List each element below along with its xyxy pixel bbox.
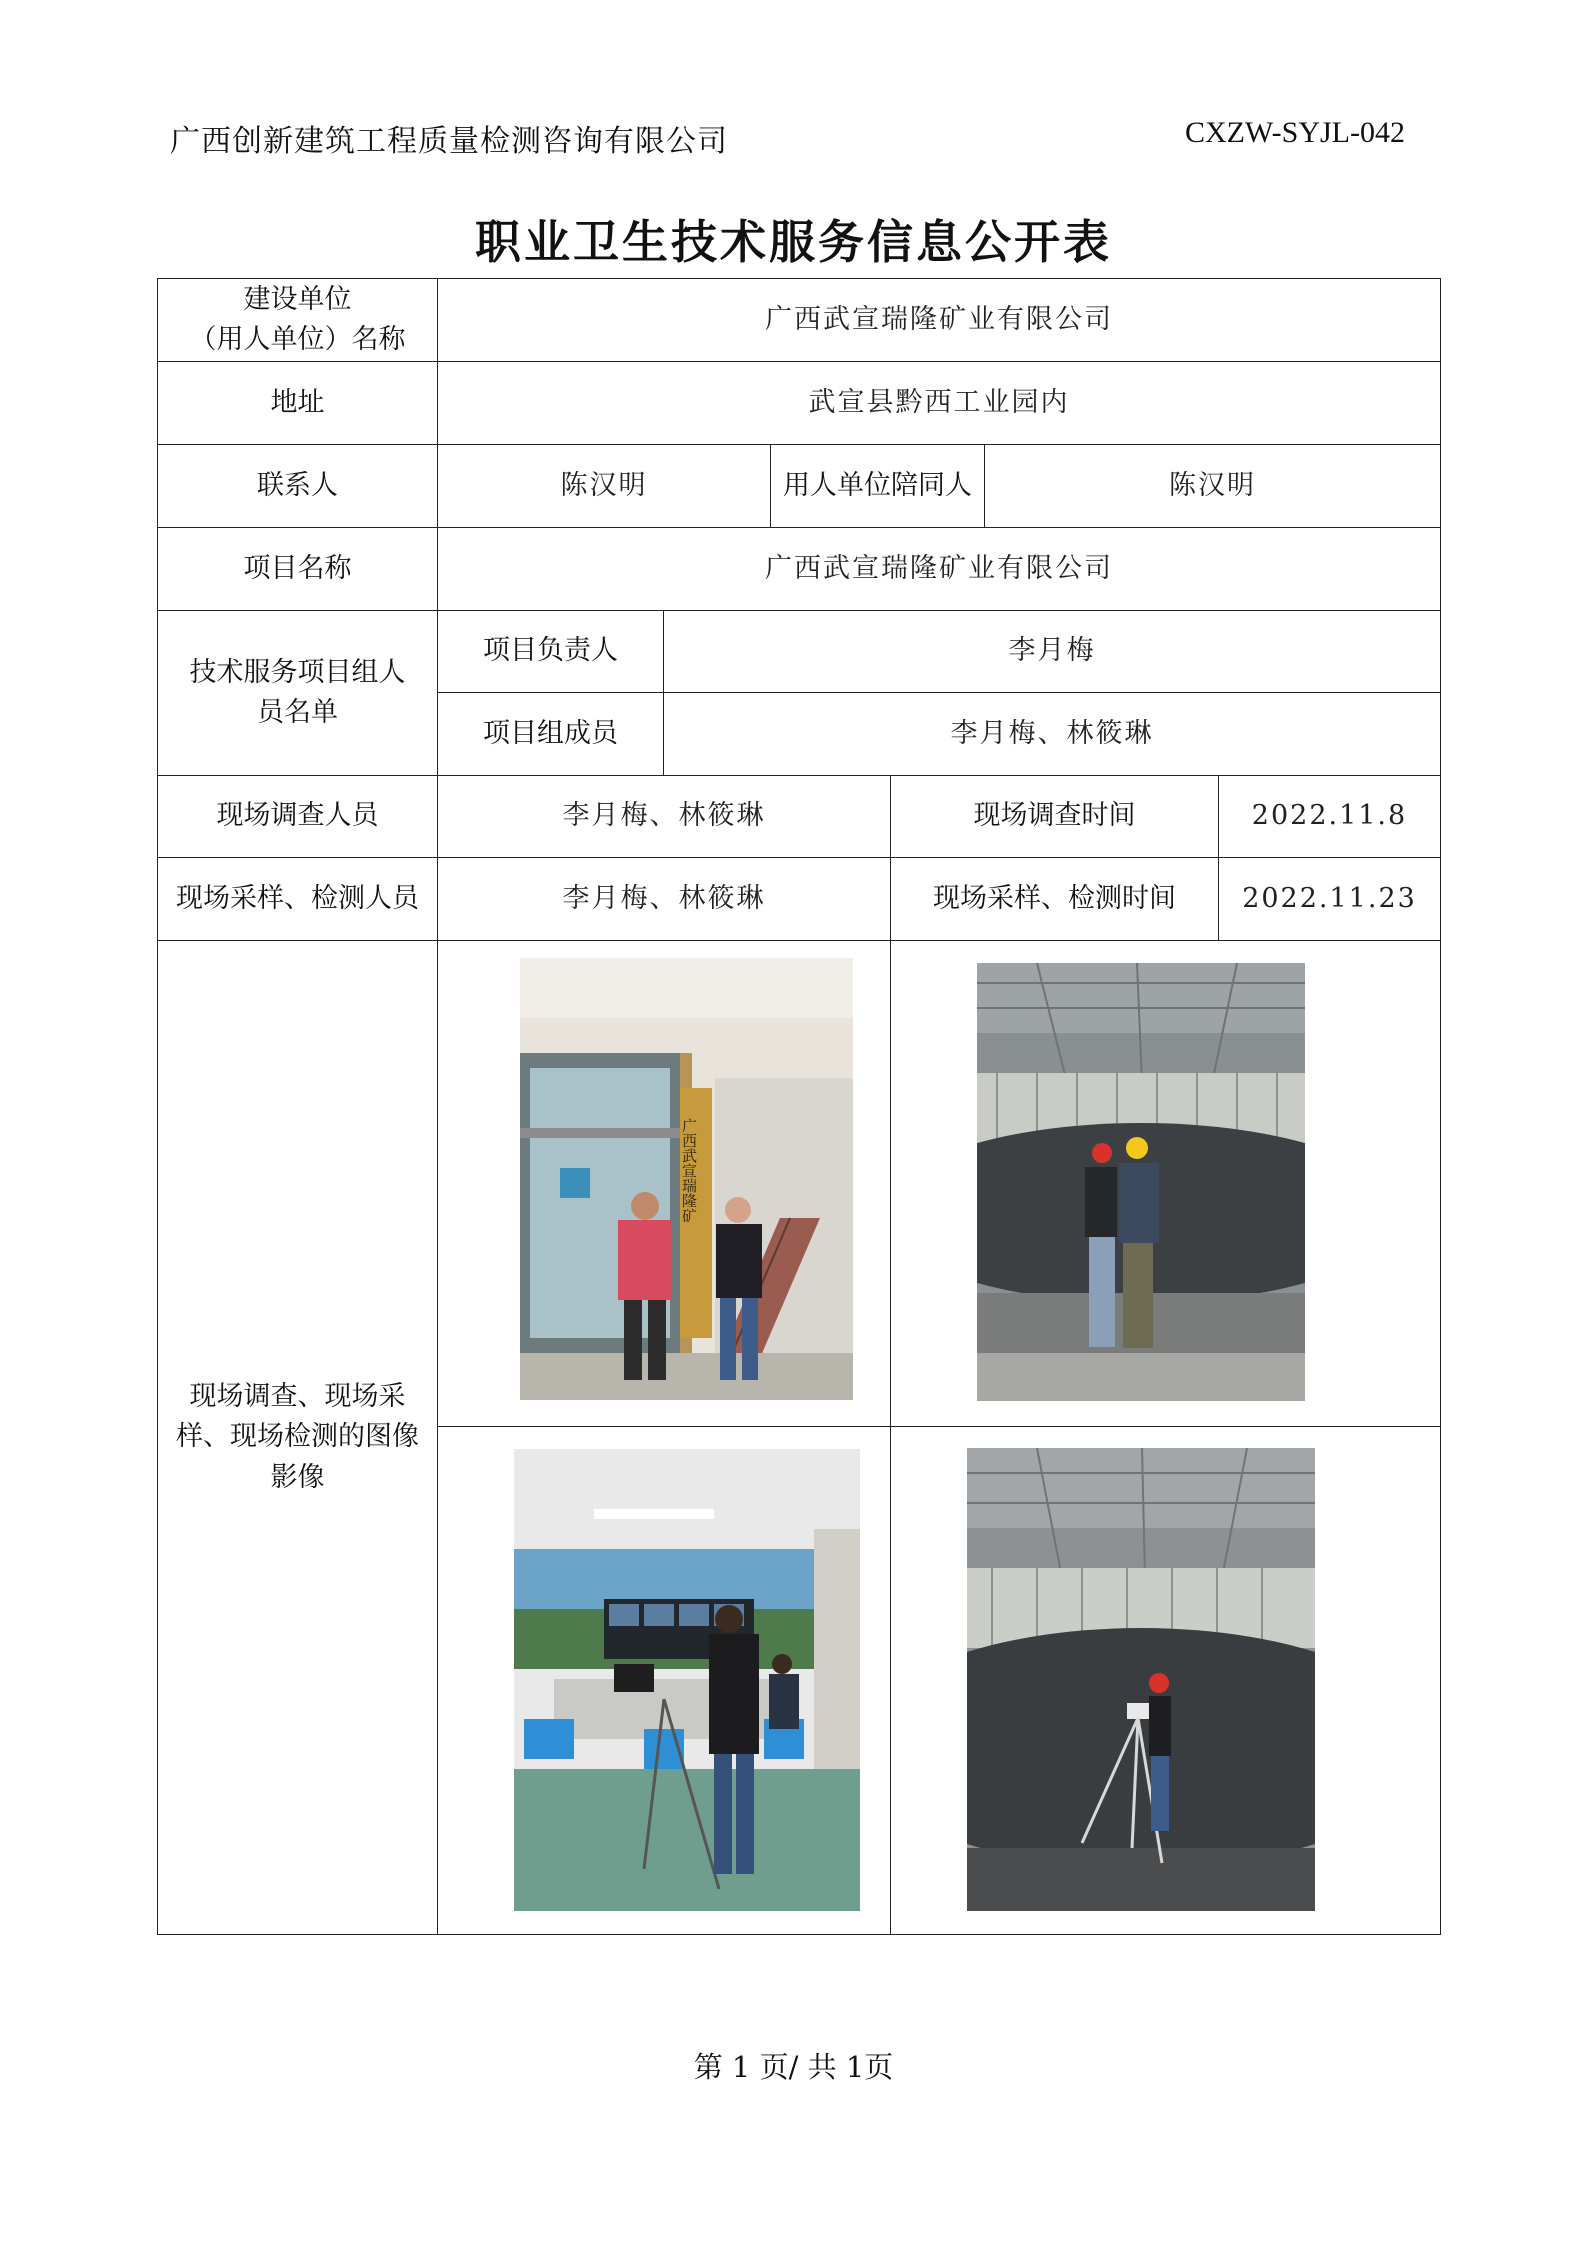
row-sampling xyxy=(158,858,1441,941)
survey-time-label: 现场调查时间 xyxy=(891,776,1219,858)
team-label: 技术服务项目组人 员名单 xyxy=(158,611,438,776)
members-value: 李月梅、林筱琳 xyxy=(664,693,1441,776)
leader-label: 项目负责人 xyxy=(438,611,664,693)
contact-value: 陈汉明 xyxy=(438,445,771,528)
survey-time-value: 2022.11.8 xyxy=(1219,776,1441,858)
row-team-leader xyxy=(158,611,1441,693)
row-survey xyxy=(158,776,1441,858)
row-build-unit xyxy=(158,279,1441,362)
survey-staff-value: 李月梅、林筱琳 xyxy=(438,776,891,858)
contact-label: 联系人 xyxy=(158,445,438,528)
build-unit-label: 建设单位 （用人单位）名称 xyxy=(158,279,438,362)
photo-cell-3 xyxy=(438,1427,891,1935)
address-value: 武宣县黔西工业园内 xyxy=(438,362,1441,445)
photo-cell-2 xyxy=(891,941,1441,1427)
members-label: 项目组成员 xyxy=(438,693,664,776)
sampling-time-value: 2022.11.23 xyxy=(1219,858,1441,941)
project-name-label: 项目名称 xyxy=(158,528,438,611)
row-contact xyxy=(158,445,1441,528)
photo-shed-survey xyxy=(977,963,1305,1401)
sampling-staff-value: 李月梅、林筱琳 xyxy=(438,858,891,941)
document-code: CXZW-SYJL-042 xyxy=(1185,116,1405,149)
address-label: 地址 xyxy=(158,362,438,445)
sampling-staff-label: 现场采样、检测人员 xyxy=(158,858,438,941)
photo-entrance xyxy=(520,958,853,1400)
escort-value: 陈汉明 xyxy=(985,445,1441,528)
sign-text: 广西武宣瑞隆矿 xyxy=(680,1118,698,1223)
page-title: 职业卫生技术服务信息公开表 xyxy=(475,215,1112,269)
row-project-name xyxy=(158,528,1441,611)
photo-cell-4 xyxy=(891,1427,1441,1935)
photo-control-room xyxy=(514,1449,860,1911)
survey-staff-label: 现场调查人员 xyxy=(158,776,438,858)
photo-cell-1 xyxy=(438,941,891,1427)
row-images-1 xyxy=(158,941,1441,1427)
photo-shed-sampling xyxy=(967,1448,1315,1911)
images-label: 现场调查、现场采 样、现场检测的图像 影像 xyxy=(158,941,438,1935)
page-footer: 第 1 页/ 共 1页 xyxy=(693,2050,894,2084)
company-name: 广西创新建筑工程质量检测咨询有限公司 xyxy=(170,124,728,159)
row-address xyxy=(158,362,1441,445)
escort-label: 用人单位陪同人 xyxy=(771,445,985,528)
leader-value: 李月梅 xyxy=(664,611,1441,693)
sampling-time-label: 现场采样、检测时间 xyxy=(891,858,1219,941)
info-table xyxy=(157,278,1441,1935)
project-name-value: 广西武宣瑞隆矿业有限公司 xyxy=(438,528,1441,611)
build-unit-value: 广西武宣瑞隆矿业有限公司 xyxy=(438,279,1441,362)
